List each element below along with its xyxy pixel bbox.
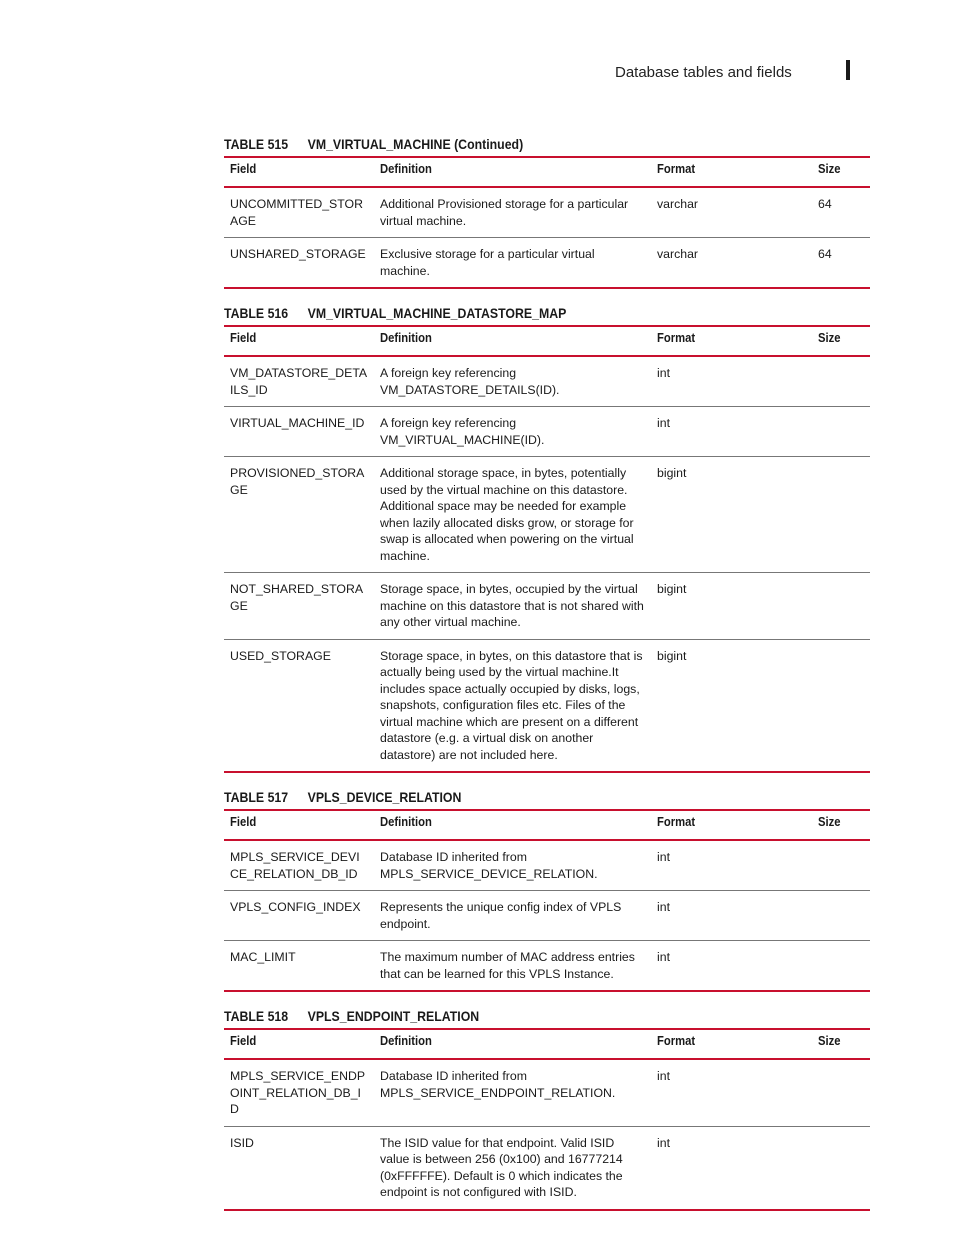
table-number: TABLE 515 [224,136,289,152]
table-number: TABLE 516 [224,305,289,321]
table-header-row [224,326,870,356]
cell-field: MPLS_SERVICE_DEVICE_RELATION_DB_ID [230,850,360,881]
cell-definition: A foreign key referencing VM_VIRTUAL_MACHINE(ID). [380,416,545,447]
column-header-definition [374,157,651,187]
table-row [224,941,870,992]
column-header-definition [374,326,651,356]
column-header-label: Definition [380,162,432,176]
table-row [224,1126,870,1210]
column-header-label: Size [818,331,841,345]
cell-size: 64 [818,247,832,261]
table-caption [224,301,792,325]
cell-field: MPLS_SERVICE_ENDPOINT_RELATION_DB_ID [230,1069,366,1116]
data-table [224,325,870,773]
table-name: VM_VIRTUAL_MACHINE (Continued) [307,136,524,152]
cell-definition: Database ID inherited from MPLS_SERVICE_DEVICE_RELATION. [380,850,598,881]
cell-size: 64 [818,197,832,211]
cell-format: bigint [657,582,687,596]
cell-definition: Database ID inherited from MPLS_SERVICE_ENDPOINT_RELATION. [380,1069,616,1100]
cell-size [812,639,870,772]
cell-size [812,1126,870,1210]
table-caption [224,785,792,809]
cell-size [812,356,870,407]
cell-definition: Additional storage space, in bytes, potentially used by the virtual machine on this datastore. Additional space may be needed for example when lazily allocated disks grow, or storage for swap is allocated when powering on the virtual machine. [380,466,634,563]
data-table [224,156,870,289]
table-row [224,457,870,573]
column-header-size [812,326,870,356]
data-table [224,809,870,992]
column-header-label: Size [818,1034,841,1048]
column-header-label: Field [230,1034,257,1048]
column-header-label: Format [657,1034,696,1048]
column-header-format [651,810,812,840]
table-header-row [224,1029,870,1059]
table-block [224,785,870,992]
cell-format: int [657,900,670,914]
cell-definition: Exclusive storage for a particular virtual machine. [380,247,595,278]
cell-field: MAC_LIMIT [230,950,296,964]
cell-format: int [657,416,670,430]
column-header-label: Definition [380,815,432,829]
table-row [224,639,870,772]
running-header: Database tables and fields [615,64,792,81]
table-row [224,573,870,640]
header-bar-marker [846,60,850,80]
column-header-label: Definition [380,1034,432,1048]
column-header-field [224,1029,374,1059]
column-header-label: Field [230,162,257,176]
cell-size [812,840,870,891]
column-header-definition [374,810,651,840]
cell-definition: The ISID value for that endpoint. Valid ISID value is between 256 (0x100) and 16777214 (0xFFFFFE). Default is 0 which indicates the endpoint is not configured with ISID. [380,1135,623,1199]
table-row [224,840,870,891]
table-block [224,132,870,289]
column-header-format [651,1029,812,1059]
table-name: VPLS_DEVICE_RELATION [307,789,462,805]
column-header-field [224,810,374,840]
column-header-size [812,157,870,187]
cell-field: VM_DATASTORE_DETAILS_ID [230,366,368,397]
table-number: TABLE 517 [224,789,289,805]
cell-size [812,407,870,457]
column-header-size [812,810,870,840]
cell-format: bigint [657,466,687,480]
table-row [224,238,870,289]
table-block [224,1004,870,1211]
cell-definition: Additional Provisioned storage for a particular virtual machine. [380,197,629,228]
cell-definition: Storage space, in bytes, on this datastore that is actually being used by the virtual machine.It includes space actually occupied by disks, logs, snapshots, configuration files etc. Files of the virtual machine which are present on a different datastore (e.g. a virtual disk on another datastore) are not included here. [380,648,643,762]
table-number: TABLE 518 [224,1008,289,1024]
column-header-definition [374,1029,651,1059]
cell-format: varchar [657,197,699,211]
cell-field: VPLS_CONFIG_INDEX [230,900,361,914]
cell-definition: The maximum number of MAC address entries that can be learned for this VPLS Instance. [380,950,635,981]
column-header-label: Size [818,162,841,176]
cell-size [812,457,870,573]
table-row [224,891,870,941]
column-header-format [651,326,812,356]
table-name: VM_VIRTUAL_MACHINE_DATASTORE_MAP [307,305,567,321]
cell-format: int [657,950,670,964]
cell-definition: A foreign key referencing VM_DATASTORE_DETAILS(ID). [380,366,560,397]
column-header-label: Format [657,815,696,829]
table-block [224,301,870,773]
column-header-label: Format [657,162,696,176]
cell-definition: Storage space, in bytes, occupied by the virtual machine on this datastore that is not shared with any other virtual machine. [380,582,644,629]
column-header-size [812,1029,870,1059]
column-header-label: Definition [380,331,432,345]
cell-field: UNCOMMITTED_STORAGE [230,197,363,228]
cell-format: int [657,1069,670,1083]
cell-field: USED_STORAGE [230,648,331,663]
column-header-label: Size [818,815,841,829]
cell-field: VIRTUAL_MACHINE_ID [230,416,365,430]
cell-size [812,573,870,640]
table-caption [224,132,792,156]
table-header-row [224,157,870,187]
column-header-label: Format [657,331,696,345]
data-table [224,1028,870,1211]
cell-field: PROVISIONED_STORAGE [230,466,365,497]
cell-format: int [657,850,670,864]
table-row [224,356,870,407]
cell-format: varchar [657,247,699,261]
table-header-row [224,810,870,840]
column-header-label: Field [230,331,257,345]
cell-field: UNSHARED_STORAGE [230,247,366,261]
cell-size [812,1059,870,1126]
cell-format: int [657,366,670,380]
cell-size [812,941,870,992]
table-name: VPLS_ENDPOINT_RELATION [307,1008,480,1024]
tables-container [224,132,870,1223]
cell-size [812,891,870,941]
table-row [224,187,870,238]
table-caption [224,1004,792,1028]
table-row [224,407,870,457]
cell-format: bigint [657,648,687,663]
cell-format: int [657,1135,670,1150]
column-header-label: Field [230,815,257,829]
table-row [224,1059,870,1126]
cell-definition: Represents the unique config index of VPLS endpoint. [380,900,622,931]
column-header-format [651,157,812,187]
column-header-field [224,326,374,356]
column-header-field [224,157,374,187]
cell-field: NOT_SHARED_STORAGE [230,582,364,613]
cell-field: ISID [230,1135,254,1150]
